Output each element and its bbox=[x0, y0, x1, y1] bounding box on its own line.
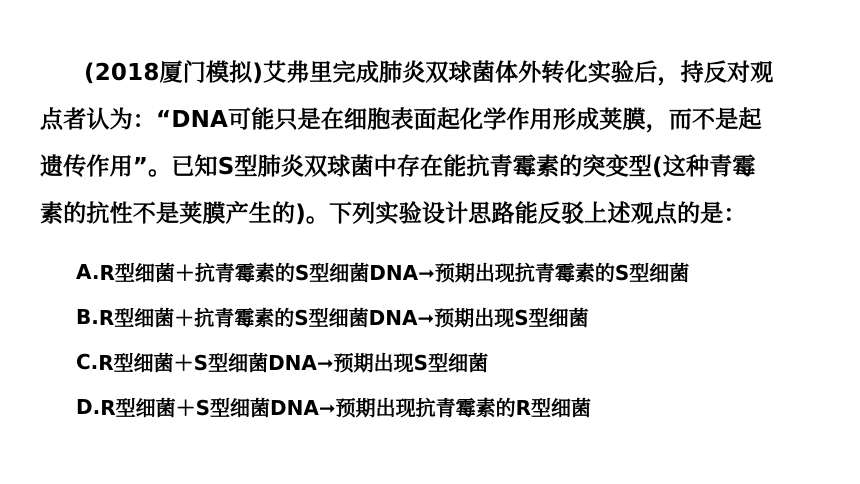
option-c[interactable] bbox=[76, 339, 836, 384]
question-line-3: 遗传作用”。已知S型肺炎双球菌中存在能抗青霉素的突变型(这种青霉 bbox=[40, 154, 756, 180]
question-line-4: 素的抗性不是荚膜产生的)。下列实验设计思路能反驳上述观点的是： bbox=[40, 201, 747, 227]
question-stem bbox=[40, 50, 830, 238]
question-line-2: 点者认为：“DNA可能只是在细胞表面起化学作用形成荚膜，而不是起 bbox=[40, 107, 762, 133]
option-c-text: R型细菌＋S型细菌DNA➞预期出现S型细菌 bbox=[98, 351, 489, 375]
option-a[interactable] bbox=[76, 249, 836, 294]
option-d-letter: D. bbox=[76, 394, 101, 419]
option-b-letter: B. bbox=[76, 304, 99, 329]
option-b[interactable] bbox=[76, 294, 836, 339]
option-b-text: R型细菌＋抗青霉素的S型细菌DNA➞预期出现S型细菌 bbox=[98, 306, 589, 330]
answer-options bbox=[76, 249, 836, 429]
question-line-1: (2018厦门模拟)艾弗里完成肺炎双球菌体外转化实验后，持反对观 bbox=[84, 60, 774, 86]
option-d-text: R型细菌＋S型细菌DNA➞预期出现抗青霉素的R型细菌 bbox=[100, 396, 591, 420]
option-a-letter: A. bbox=[76, 259, 100, 284]
option-c-letter: C. bbox=[76, 349, 99, 374]
option-a-text: R型细菌＋抗青霉素的S型细菌DNA➞预期出现抗青霉素的S型细菌 bbox=[99, 261, 690, 285]
option-d[interactable] bbox=[76, 384, 836, 429]
